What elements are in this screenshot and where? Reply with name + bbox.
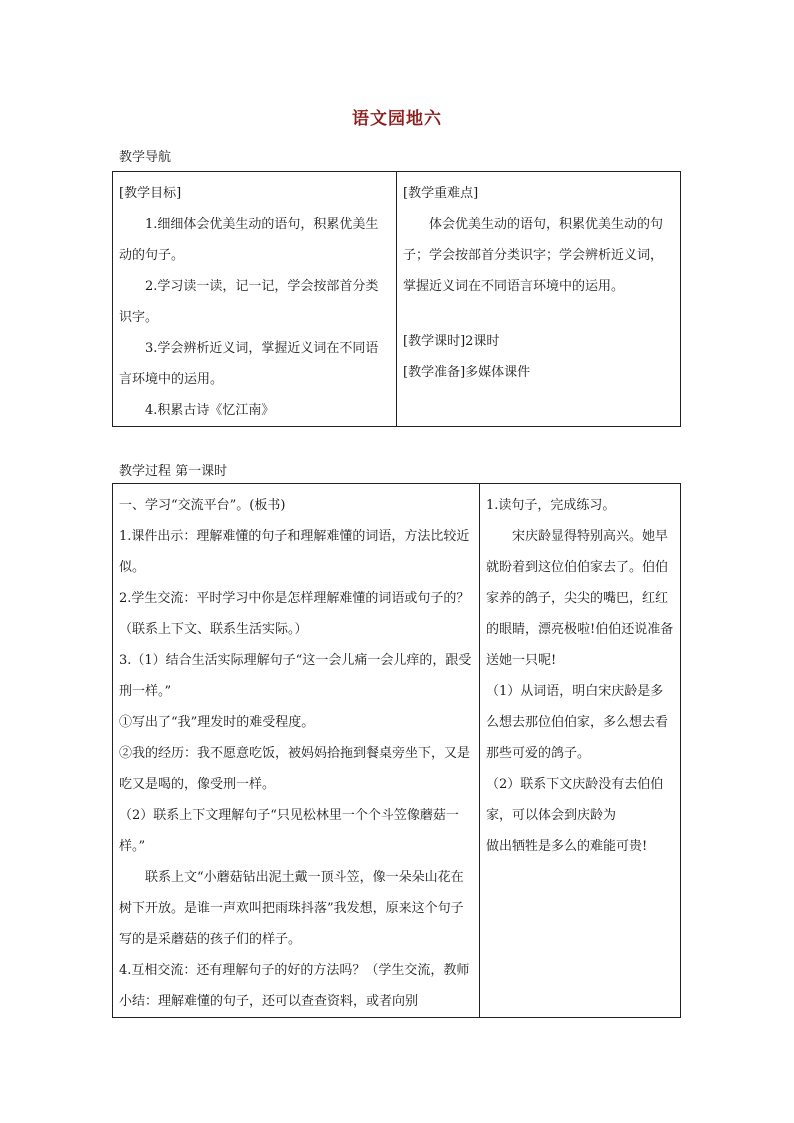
teaching-prep: [教学准备]多媒体课件 <box>403 365 531 380</box>
exercise-cell <box>480 484 681 1018</box>
goals-heading: [教学目标] <box>119 186 182 201</box>
key-points-cell <box>397 172 681 427</box>
key-points-text: 体会优美生动的语句，积累优美生动的句子；学会按部首分类识字；学会辨析近义词，掌握近义词在不同语言环境中的运用。 <box>403 217 664 294</box>
process-paragraph: 4.互相交流：还有理解句子的好的方法吗？（学生交流，教师小结：理解难懂的句子，还可以查查资料，或者向别 <box>119 963 470 1009</box>
key-points-heading: [教学重难点] <box>403 186 479 201</box>
process-paragraph: 2.学生交流：平时学习中你是怎样理解难懂的词语或句子的？（联系上下文、联系生活实际。） <box>119 591 470 637</box>
process-paragraph: 一、学习“交流平台”。(板书) <box>119 498 286 513</box>
goals-cell <box>113 172 397 427</box>
goal-item: 3.学会辨析近义词，掌握近义词在不同语言环境中的运用。 <box>119 341 379 387</box>
goal-item: 2.学习读一读，记一记，学会按部首分类识字。 <box>119 279 379 325</box>
exercise-paragraph: （1）从词语，明白宋庆龄是多么想去那位伯伯家，多么想去看那些可爱的鸽子。 <box>486 684 669 761</box>
process-main-cell <box>113 484 480 1018</box>
process-paragraph: 1.课件出示：理解难懂的句子和理解难懂的词语，方法比较近似。 <box>119 529 470 575</box>
class-hours: [教学课时]2课时 <box>403 334 500 349</box>
exercise-paragraph: 做出牺牲是多么的难能可贵! <box>486 839 648 854</box>
process-section-label: 教学过程 第一课时 <box>119 464 228 479</box>
exercise-paragraph: 1.读句子，完成练习。 <box>486 498 616 513</box>
goal-item: 1.细细体会优美生动的语句，积累优美生动的句子。 <box>119 217 379 263</box>
document-title: 语文园地六 <box>352 109 442 129</box>
exercise-paragraph: 宋庆龄显得特别高兴。她早就盼着到这位伯伯家去了。伯伯家养的鸽子，尖尖的嘴巴，红红的眼睛，漂亮极啦!伯伯还说准备送她一只呢! <box>486 529 674 668</box>
nav-section-label: 教学导航 <box>119 150 172 165</box>
process-paragraph: ②我的经历：我不愿意吃饭，被妈妈拾拖到餐桌旁坐下，又是吃又是喝的，像受刑一样。 <box>119 746 471 792</box>
process-paragraph: 联系上文“小蘑菇钻出泥土戴一顶斗笠，像一朵朵山花在树下开放。是谁一声欢叫把雨珠抖落”我发想，原来这个句子写的是采蘑菇的孩子们的样子。 <box>119 870 464 947</box>
process-paragraph: ①写出了“我”理发时的难受程度。 <box>119 715 315 730</box>
exercise-paragraph: （2）联系下文庆龄没有去伯伯家，可以体会到庆龄为 <box>486 777 664 823</box>
teaching-nav-table <box>112 171 681 427</box>
teaching-process-table <box>112 483 681 1018</box>
process-paragraph: 3.（1）结合生活实际理解句子“这一会儿痛一会儿痒的，跟受刑一样。” <box>119 653 472 699</box>
process-paragraph: （2）联系上下文理解句子“只见松林里一个个斗笠像蘑菇一样。” <box>119 808 459 854</box>
goal-item: 4.积累古诗《忆江南》 <box>145 403 275 418</box>
